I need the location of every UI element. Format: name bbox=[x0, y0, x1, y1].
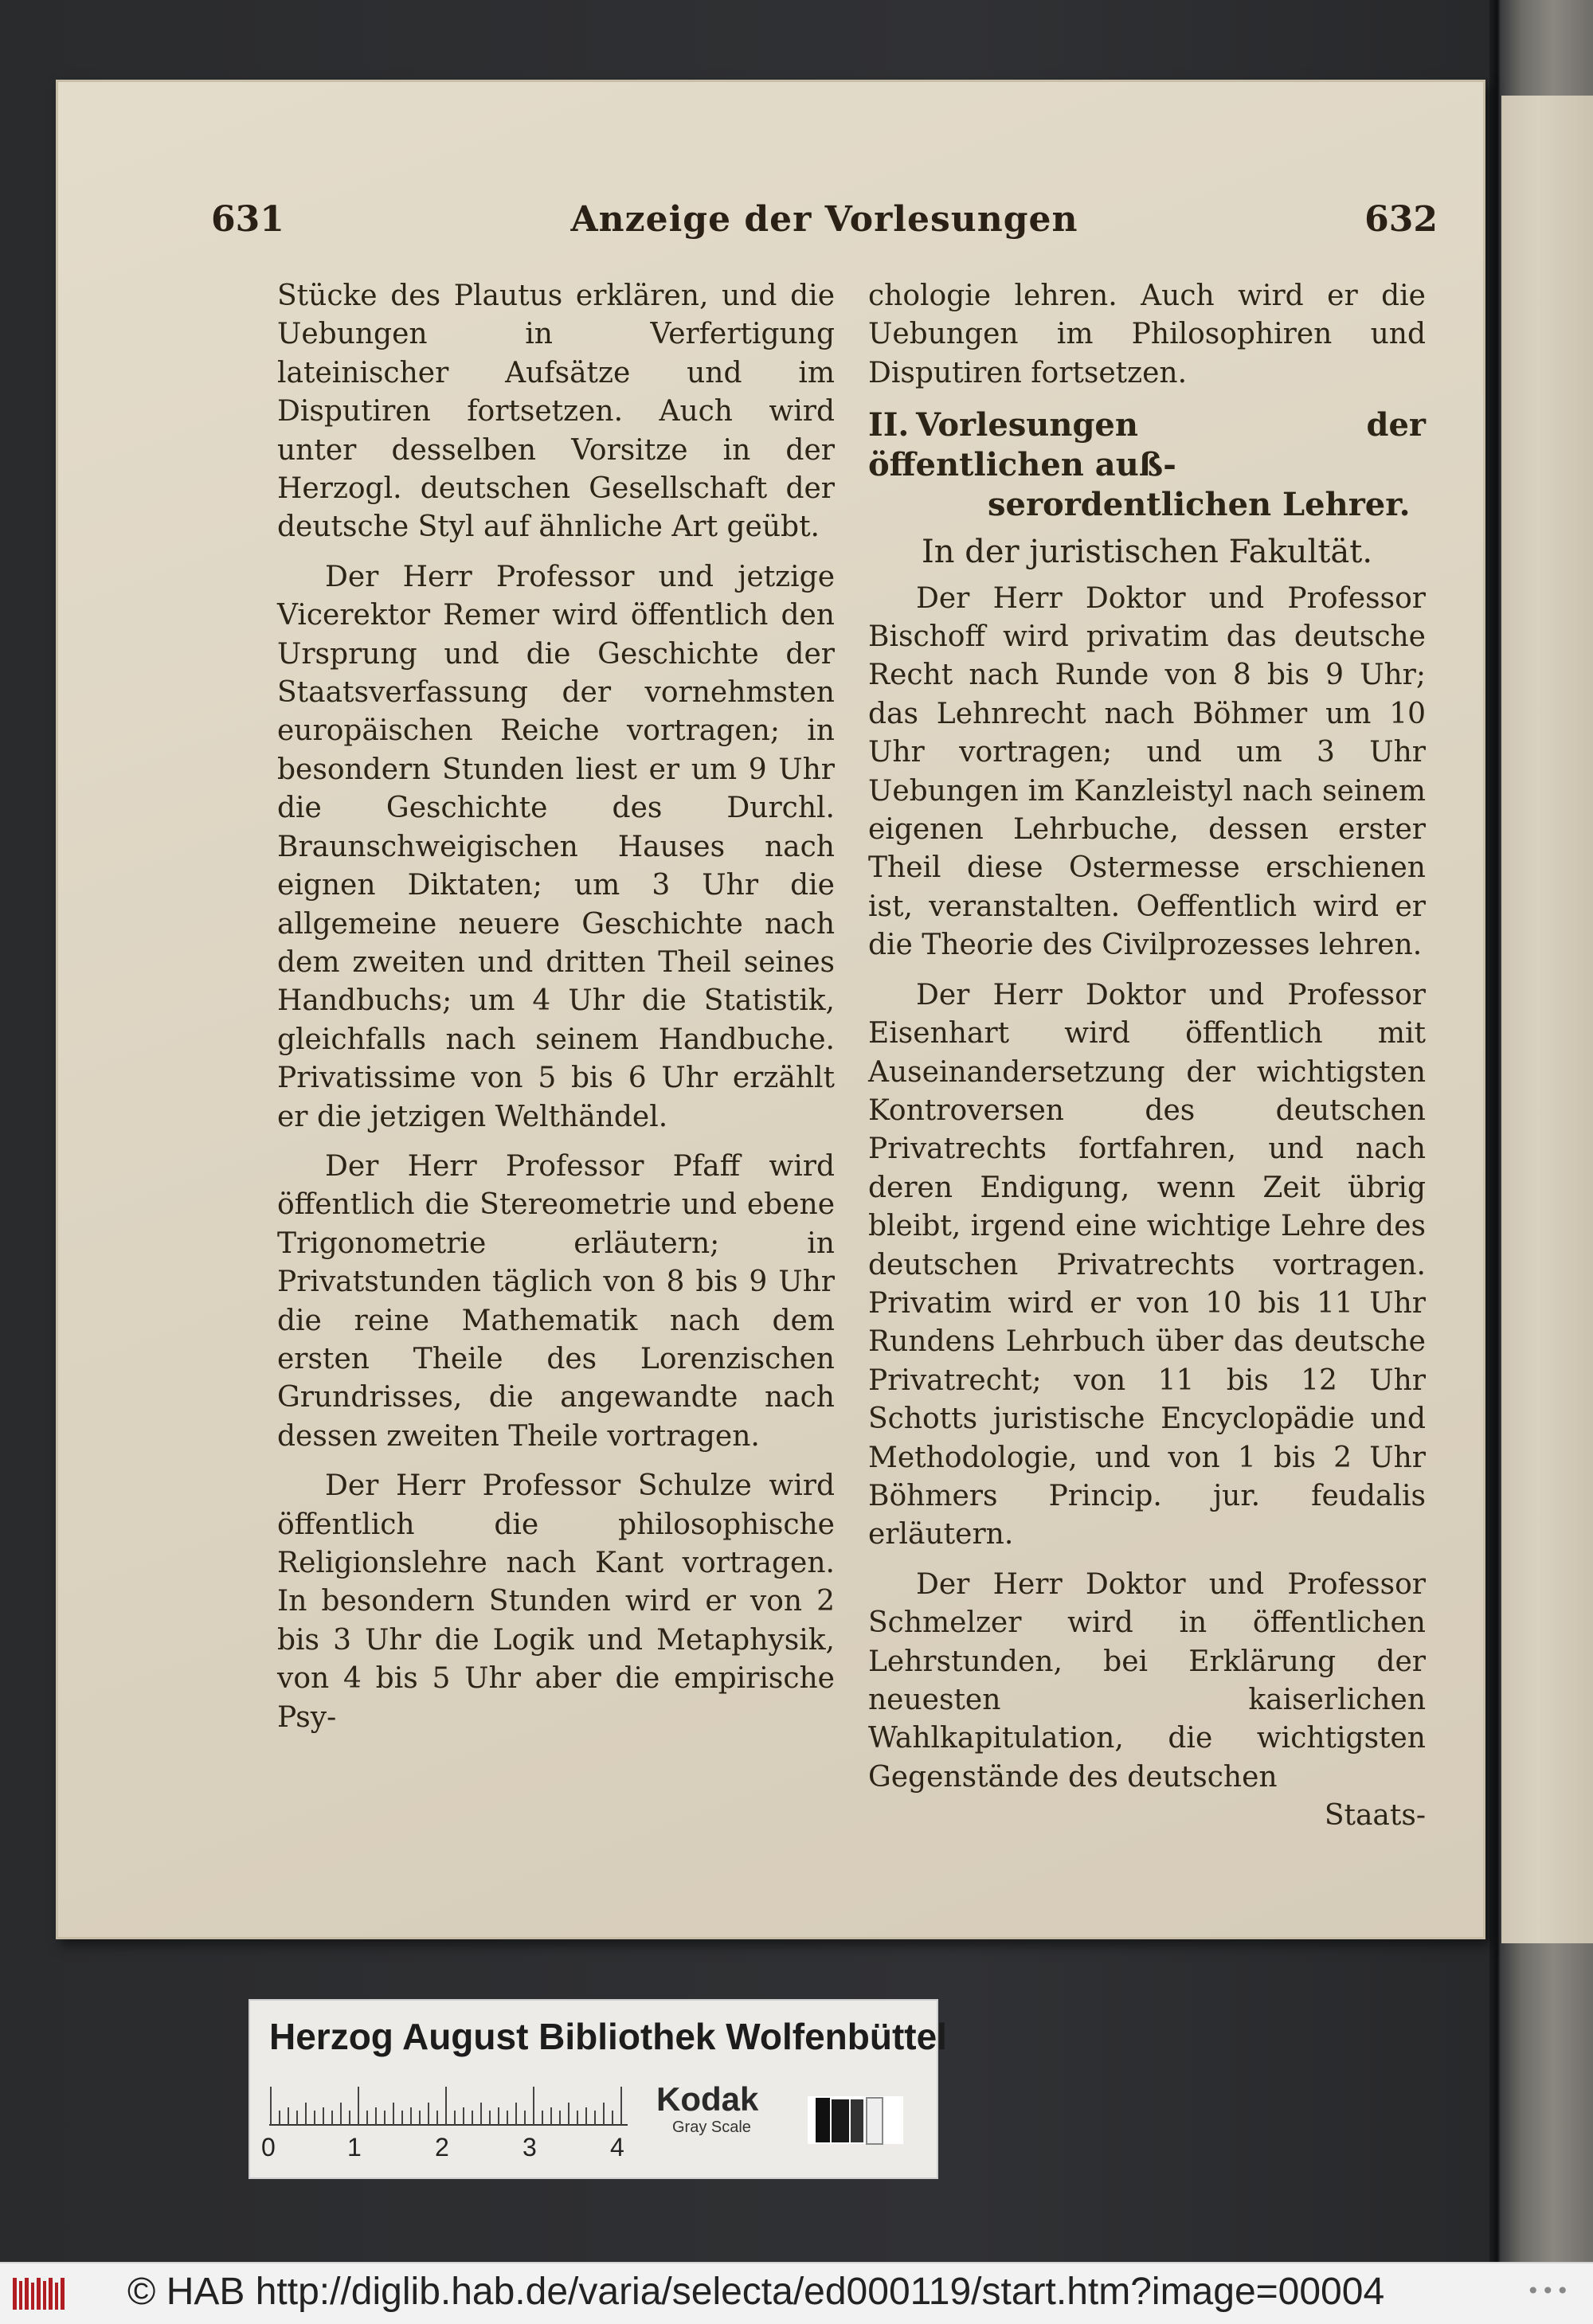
scale-label: 2 bbox=[435, 2133, 449, 2162]
paragraph: Der Herr Doktor und Professor Eisenhart wird öffentlich mit Auseinandersetzung der wichtigsten Kontroversen des deutschen Privatrechts fortfahren, und nach deren Endigung, wenn Zeit übrig bleibt, irgend eine wichtige Lehre des deutschen Privatrechts vortragen. Privatim wird er von 10 bis 11 Uhr Rundens Lehrbuch über das deutsche Privatrecht; von 11 bis 12 Uhr Schotts juristische Encyclopädie und Methodologie, und von 1 bis 2 Uhr Böhmers Princip. jur. feudalis erläutern. bbox=[868, 978, 1426, 1551]
paragraph: Der Herr Doktor und Professor Bischoff wird privatim das deutsche Recht nach Runde von 8 bis 9 Uhr; das Lehnrecht nach Böhmer um 10 Uhr vortragen; und um 3 Uhr Uebungen im Kanzleistyl nach seinem eigenen Lehrbuche, dessen erster Theil diese Ostermesse erschienen ist, veranstalten. Oeffentlich wird er die Theorie des Civilprozesses lehren. bbox=[868, 581, 1426, 962]
paragraph: Der Herr Professor Schulze wird öffentlich die philosophische Religionslehre nach Kant vortragen. In besondern Stunden wird er von 2 bis 3 Uhr die Logik und Metaphysik, von 4 bis 5 Uhr aber die empirische Psy- bbox=[277, 1469, 835, 1734]
paragraph: Der Herr Professor und jetzige Vicerektor Remer wird öffentlich den Ursprung und die Geschichte der Staatsverfassung der vornehmsten europäischen Reiche vortragen; in besondern Stunden liest er um 9 Uhr die Geschichte des Durchl. Braunschweigischen Hauses nach eignen Diktaten; um 3 Uhr die allgemeine neuere Geschichte nach dem zweiten und dritten Theil seines Handbuchs; um 4 Uhr die Statistik, gleichfalls nach seinem Handbuche. Privatissime von 5 bis 6 Uhr erzählt er die jetzigen Welthändel. bbox=[277, 560, 835, 1133]
kodak-label bbox=[656, 2080, 758, 2137]
running-head bbox=[211, 199, 1438, 255]
section-title-line: serordentlichen Lehrer. bbox=[988, 486, 1411, 524]
ruler-scale-icon bbox=[269, 2079, 628, 2126]
right-text-column bbox=[868, 277, 1426, 1847]
scale-label: 0 bbox=[261, 2133, 276, 2162]
paragraph: Der Herr Professor Pfaff wird öffentlich die Stereometrie und ebene Trigonometrie erläutern; in Privatstunden täglich von 8 bis 9 Uhr die reine Mathematik nach dem ersten Theile des Lorenzischen Grundrisses, die angewandte nach dessen zweiten Theile vortragen. bbox=[277, 1149, 835, 1453]
running-title: Anzeige der Vorlesungen bbox=[570, 199, 1078, 240]
scale-label: 1 bbox=[347, 2133, 362, 2162]
paragraph: Stücke des Plautus erklären, und die Uebungen in Verfertigung lateinischer Aufsätze und im Disputiren fortsetzen. Auch wird unter desselben Vorsitze in der Herzogl. deutschen Gesellschaft der deutsche Styl auf ähnliche Art geübt. bbox=[277, 280, 835, 544]
section-heading bbox=[868, 405, 1426, 525]
color-calibration-card bbox=[249, 1999, 947, 2179]
section-title-line: Vorlesungen der öffentlichen auß- bbox=[868, 406, 1426, 484]
gray-scale-patches-icon bbox=[808, 2088, 903, 2149]
library-name: Herzog August Bibliothek Wolfenbüttel bbox=[269, 2016, 947, 2057]
kodak-brand: Kodak bbox=[656, 2080, 759, 2118]
paragraph: chologie lehren. Auch wird er die Uebungen im Philosophiren und Disputiren fortsetzen. bbox=[868, 280, 1426, 389]
left-text-column bbox=[277, 277, 835, 1748]
page-number-right: 632 bbox=[1364, 199, 1438, 240]
footer-credit-link[interactable]: © HAB http://diglib.hab.de/varia/selecta/ed000119/start.htm?image=00004 bbox=[127, 2271, 1385, 2313]
page-number-left: 631 bbox=[211, 199, 284, 240]
catchword: Staats- bbox=[1324, 1799, 1426, 1833]
section-number: II. bbox=[868, 406, 910, 444]
scale-label: 3 bbox=[523, 2133, 537, 2162]
faculty-heading: In der juristischen Fakultät. bbox=[921, 534, 1373, 571]
scale-label: 4 bbox=[610, 2133, 624, 2162]
hab-logo-icon bbox=[11, 2275, 67, 2313]
footer-bar bbox=[0, 2262, 1593, 2324]
more-options-icon[interactable]: ••• bbox=[1526, 2278, 1571, 2304]
gray-scale-label: Gray Scale bbox=[672, 2119, 751, 2136]
paragraph: Der Herr Doktor und Professor Schmelzer wird in öffentlichen Lehrstunden, bei Erklärung der neuesten kaiserlichen Wahlkapitulation, die wichtigsten Gegenstände des deutschen bbox=[868, 1567, 1426, 1794]
adjacent-page-edge bbox=[1501, 96, 1593, 1943]
